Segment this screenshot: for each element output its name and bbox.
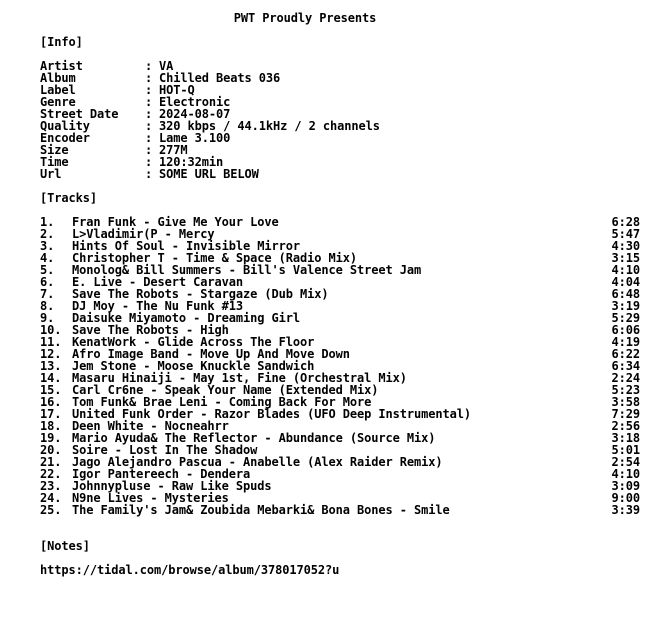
track-duration: 3:15 bbox=[611, 251, 640, 265]
track-duration: 2:24 bbox=[611, 371, 640, 385]
track-duration: 3:19 bbox=[611, 299, 640, 313]
track-number: 16. bbox=[40, 395, 62, 409]
track-number: 9. bbox=[40, 311, 55, 325]
info-value: Electronic bbox=[159, 95, 231, 109]
info-separator: : bbox=[145, 59, 153, 73]
track-duration: 6:28 bbox=[611, 215, 640, 229]
track-title: Monolog& Bill Summers - Bill's Valence Street Jam bbox=[72, 263, 422, 277]
info-value: 277M bbox=[159, 143, 188, 157]
info-key: Street Date bbox=[40, 107, 119, 121]
info-separator: : bbox=[145, 95, 153, 109]
track-title: Carl Cr6ne - Speak Your Name (Extended Mix) bbox=[72, 383, 379, 397]
track-duration: 5:01 bbox=[611, 443, 640, 457]
track-duration: 2:56 bbox=[611, 419, 640, 433]
track-row bbox=[40, 504, 640, 516]
info-key: Quality bbox=[40, 119, 90, 133]
info-key: Label bbox=[40, 83, 76, 97]
track-title: Mario Ayuda& The Reflector - Abundance (Source Mix) bbox=[72, 431, 436, 445]
track-number: 7. bbox=[40, 287, 55, 301]
info-value: Chilled Beats 036 bbox=[159, 71, 281, 85]
info-value: Lame 3.100 bbox=[159, 131, 231, 145]
info-key: Genre bbox=[40, 95, 76, 109]
info-separator: : bbox=[145, 83, 153, 97]
track-title: Afro Image Band - Move Up And Move Down bbox=[72, 347, 350, 361]
track-title: Tom Funk& Brae Leni - Coming Back For More bbox=[72, 395, 372, 409]
page-title: PWT Proudly Presents bbox=[233, 11, 377, 25]
track-number: 17. bbox=[40, 407, 62, 421]
track-title: Deen White - Nocneahrr bbox=[72, 419, 229, 433]
track-duration: 4:10 bbox=[611, 263, 640, 277]
track-title: Hints Of Soul - Invisible Mirror bbox=[72, 239, 300, 253]
track-title: Christopher T - Time & Space (Radio Mix) bbox=[72, 251, 357, 265]
track-number: 23. bbox=[40, 479, 62, 493]
track-number: 6. bbox=[40, 275, 55, 289]
track-duration: 6:34 bbox=[611, 359, 640, 373]
track-number: 15. bbox=[40, 383, 62, 397]
track-number: 25. bbox=[40, 503, 62, 517]
track-duration: 6:22 bbox=[611, 347, 640, 361]
track-number: 22. bbox=[40, 467, 62, 481]
track-number: 12. bbox=[40, 347, 62, 361]
track-number: 10. bbox=[40, 323, 62, 337]
track-number: 11. bbox=[40, 335, 62, 349]
track-duration: 4:30 bbox=[611, 239, 640, 253]
track-title: Jago Alejandro Pascua - Anabelle (Alex Raider Remix) bbox=[72, 455, 443, 469]
track-number: 8. bbox=[40, 299, 55, 313]
track-duration: 6:48 bbox=[611, 287, 640, 301]
info-separator: : bbox=[145, 167, 153, 181]
track-number: 19. bbox=[40, 431, 62, 445]
track-number: 2. bbox=[40, 227, 55, 241]
track-duration: 3:58 bbox=[611, 395, 640, 409]
info-key: Album bbox=[40, 71, 76, 85]
info-separator: : bbox=[145, 143, 153, 157]
track-title: Save The Robots - High bbox=[72, 323, 229, 337]
track-number: 1. bbox=[40, 215, 55, 229]
track-duration: 3:39 bbox=[611, 503, 640, 517]
info-value: SOME URL BELOW bbox=[159, 167, 259, 181]
info-separator: : bbox=[145, 71, 153, 85]
info-key: Encoder bbox=[40, 131, 90, 145]
track-number: 4. bbox=[40, 251, 55, 265]
track-title: The Family's Jam& Zoubida Mebarki& Bona Bones - Smile bbox=[72, 503, 450, 517]
track-number: 24. bbox=[40, 491, 62, 505]
info-value: 2024-08-07 bbox=[159, 107, 231, 121]
track-number: 18. bbox=[40, 419, 62, 433]
info-value: HOT-Q bbox=[159, 83, 195, 97]
info-separator: : bbox=[145, 155, 153, 169]
track-duration: 6:06 bbox=[611, 323, 640, 337]
track-duration: 9:00 bbox=[611, 491, 640, 505]
info-value: 320 kbps / 44.1kHz / 2 channels bbox=[159, 119, 380, 133]
track-title: N9ne Lives - Mysteries bbox=[72, 491, 229, 505]
track-duration: 3:18 bbox=[611, 431, 640, 445]
track-duration: 2:54 bbox=[611, 455, 640, 469]
notes-url: https://tidal.com/browse/album/378017052?u bbox=[40, 563, 340, 577]
track-duration: 5:47 bbox=[611, 227, 640, 241]
track-title: Daisuke Miyamoto - Dreaming Girl bbox=[72, 311, 300, 325]
track-title: Fran Funk - Give Me Your Love bbox=[72, 215, 279, 229]
info-key: Artist bbox=[40, 59, 83, 73]
notes-heading: [Notes] bbox=[40, 539, 90, 553]
track-title: Igor Pantereech - Dendera bbox=[72, 467, 251, 481]
track-title: Save The Robots - Stargaze (Dub Mix) bbox=[72, 287, 329, 301]
track-title: E. Live - Desert Caravan bbox=[72, 275, 243, 289]
info-key: Time bbox=[40, 155, 69, 169]
track-duration: 4:19 bbox=[611, 335, 640, 349]
track-title: United Funk Order - Razor Blades (UFO Deep Instrumental) bbox=[72, 407, 471, 421]
track-title: L>Vladimir(P - Mercy bbox=[72, 227, 215, 241]
track-number: 5. bbox=[40, 263, 55, 277]
track-title: Johnnypluse - Raw Like Spuds bbox=[72, 479, 272, 493]
track-number: 14. bbox=[40, 371, 62, 385]
track-number: 20. bbox=[40, 443, 62, 457]
track-title: Jem Stone - Moose Knuckle Sandwich bbox=[72, 359, 315, 373]
info-value: 120:32min bbox=[159, 155, 224, 169]
track-duration: 4:04 bbox=[611, 275, 640, 289]
info-heading: [Info] bbox=[40, 35, 83, 49]
track-duration: 4:10 bbox=[611, 467, 640, 481]
track-title: Masaru Hinaiji - May 1st, Fine (Orchestral Mix) bbox=[72, 371, 407, 385]
tracks-heading: [Tracks] bbox=[40, 191, 97, 205]
track-number: 13. bbox=[40, 359, 62, 373]
track-title: KenatWork - Glide Across The Floor bbox=[72, 335, 315, 349]
info-separator: : bbox=[145, 131, 153, 145]
track-duration: 5:29 bbox=[611, 311, 640, 325]
track-duration: 7:29 bbox=[611, 407, 640, 421]
info-separator: : bbox=[145, 119, 153, 133]
track-title: Soire - Lost In The Shadow bbox=[72, 443, 258, 457]
track-number: 21. bbox=[40, 455, 62, 469]
track-title: DJ Moy - The Nu Funk #13 bbox=[72, 299, 243, 313]
info-separator: : bbox=[145, 107, 153, 121]
info-value: VA bbox=[159, 59, 174, 73]
track-number: 3. bbox=[40, 239, 55, 253]
track-duration: 3:09 bbox=[611, 479, 640, 493]
track-duration: 5:23 bbox=[611, 383, 640, 397]
info-key: Size bbox=[40, 143, 69, 157]
info-key: Url bbox=[40, 167, 62, 181]
